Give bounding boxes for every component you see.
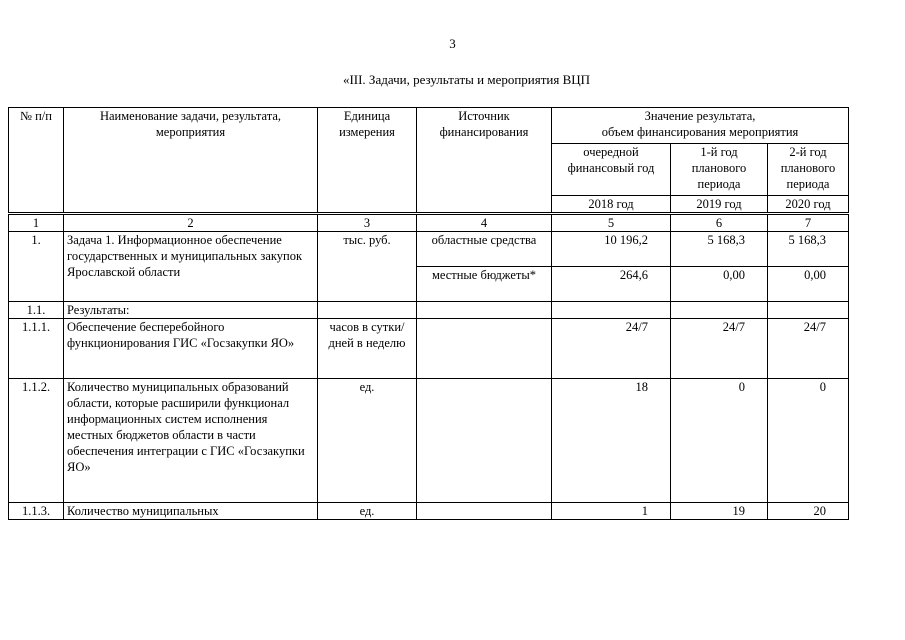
header-year1-label: очередной финансовый год bbox=[552, 144, 671, 196]
row-source bbox=[417, 503, 552, 520]
value-2020 bbox=[768, 302, 849, 319]
table-row bbox=[9, 232, 849, 267]
table-body bbox=[8, 214, 849, 520]
value-2018: 18 bbox=[552, 379, 671, 503]
row-num: 1.1.1. bbox=[9, 319, 64, 379]
section-title: «III. Задачи, результаты и мероприятия ВЦП bbox=[342, 72, 591, 87]
header-value-group-line1: Значение результата, bbox=[644, 109, 756, 123]
row-num: 1.1.3. bbox=[9, 503, 64, 520]
row-source bbox=[417, 379, 552, 503]
header-year2: 2019 год bbox=[671, 196, 768, 213]
header-year3-label: 2-й год планового периода bbox=[768, 144, 849, 196]
header-num: № п/п bbox=[9, 108, 64, 213]
value-2019: 24/7 bbox=[671, 319, 768, 379]
row-unit: ед. bbox=[318, 379, 417, 503]
value-2018: 264,6 bbox=[552, 267, 671, 302]
row-source: местные бюджеты* bbox=[417, 267, 552, 302]
row-name: Обеспечение бесперебойного функционирования ГИС «Госзакупки ЯО» bbox=[64, 319, 318, 379]
value-2018: 10 196,2 bbox=[552, 232, 671, 267]
row-name: Количество муниципальных образований области, которые расширили функционал информационных систем исполнения местных бюджетов области в части обеспечения интеграции с ГИС «Госзакупки ЯО» bbox=[64, 379, 318, 503]
row-source: областные средства bbox=[417, 232, 552, 267]
value-2020: 0 bbox=[768, 379, 849, 503]
header-year2-label: 1-й год планового периода bbox=[671, 144, 768, 196]
value-2018 bbox=[552, 302, 671, 319]
table-header bbox=[8, 107, 849, 213]
row-name: Количество муниципальных bbox=[64, 503, 318, 520]
value-2020: 24/7 bbox=[768, 319, 849, 379]
column-number: 5 bbox=[552, 215, 671, 232]
row-unit: часов в сутки/ дней в неделю bbox=[318, 319, 417, 379]
table-row bbox=[9, 302, 849, 319]
column-number: 1 bbox=[9, 215, 64, 232]
column-number: 2 bbox=[64, 215, 318, 232]
table-row bbox=[9, 379, 849, 503]
table-row bbox=[9, 319, 849, 379]
row-source bbox=[417, 302, 552, 319]
row-unit: тыс. руб. bbox=[318, 232, 417, 302]
row-num: 1. bbox=[9, 232, 64, 302]
value-2018: 1 bbox=[552, 503, 671, 520]
row-unit bbox=[318, 302, 417, 319]
row-name: Результаты: bbox=[64, 302, 318, 319]
row-unit: ед. bbox=[318, 503, 417, 520]
row-num: 1.1.2. bbox=[9, 379, 64, 503]
header-year3: 2020 год bbox=[768, 196, 849, 213]
header-source: Источник финансирования bbox=[417, 108, 552, 213]
column-number: 4 bbox=[417, 215, 552, 232]
column-number: 3 bbox=[318, 215, 417, 232]
header-value-group bbox=[552, 108, 849, 144]
header-name: Наименование задачи, результата, мероприятия bbox=[64, 108, 318, 213]
row-num: 1.1. bbox=[9, 302, 64, 319]
table-row bbox=[9, 503, 849, 520]
column-number: 6 bbox=[671, 215, 768, 232]
value-2020: 0,00 bbox=[768, 267, 849, 302]
header-year1: 2018 год bbox=[552, 196, 671, 213]
column-number-row bbox=[9, 215, 849, 232]
header-unit: Единица измерения bbox=[318, 108, 417, 213]
row-source bbox=[417, 319, 552, 379]
value-2020: 20 bbox=[768, 503, 849, 520]
value-2019: 0,00 bbox=[671, 267, 768, 302]
value-2019: 0 bbox=[671, 379, 768, 503]
page-number: 3 bbox=[449, 36, 456, 51]
value-2018: 24/7 bbox=[552, 319, 671, 379]
value-2019 bbox=[671, 302, 768, 319]
column-number: 7 bbox=[768, 215, 849, 232]
header-value-group-line2: объем финансирования мероприятия bbox=[601, 125, 799, 139]
value-2020: 5 168,3 bbox=[768, 232, 849, 267]
value-2019: 19 bbox=[671, 503, 768, 520]
value-2019: 5 168,3 bbox=[671, 232, 768, 267]
row-name: Задача 1. Информационное обеспечение государственных и муниципальных закупок Ярославской области bbox=[64, 232, 318, 302]
